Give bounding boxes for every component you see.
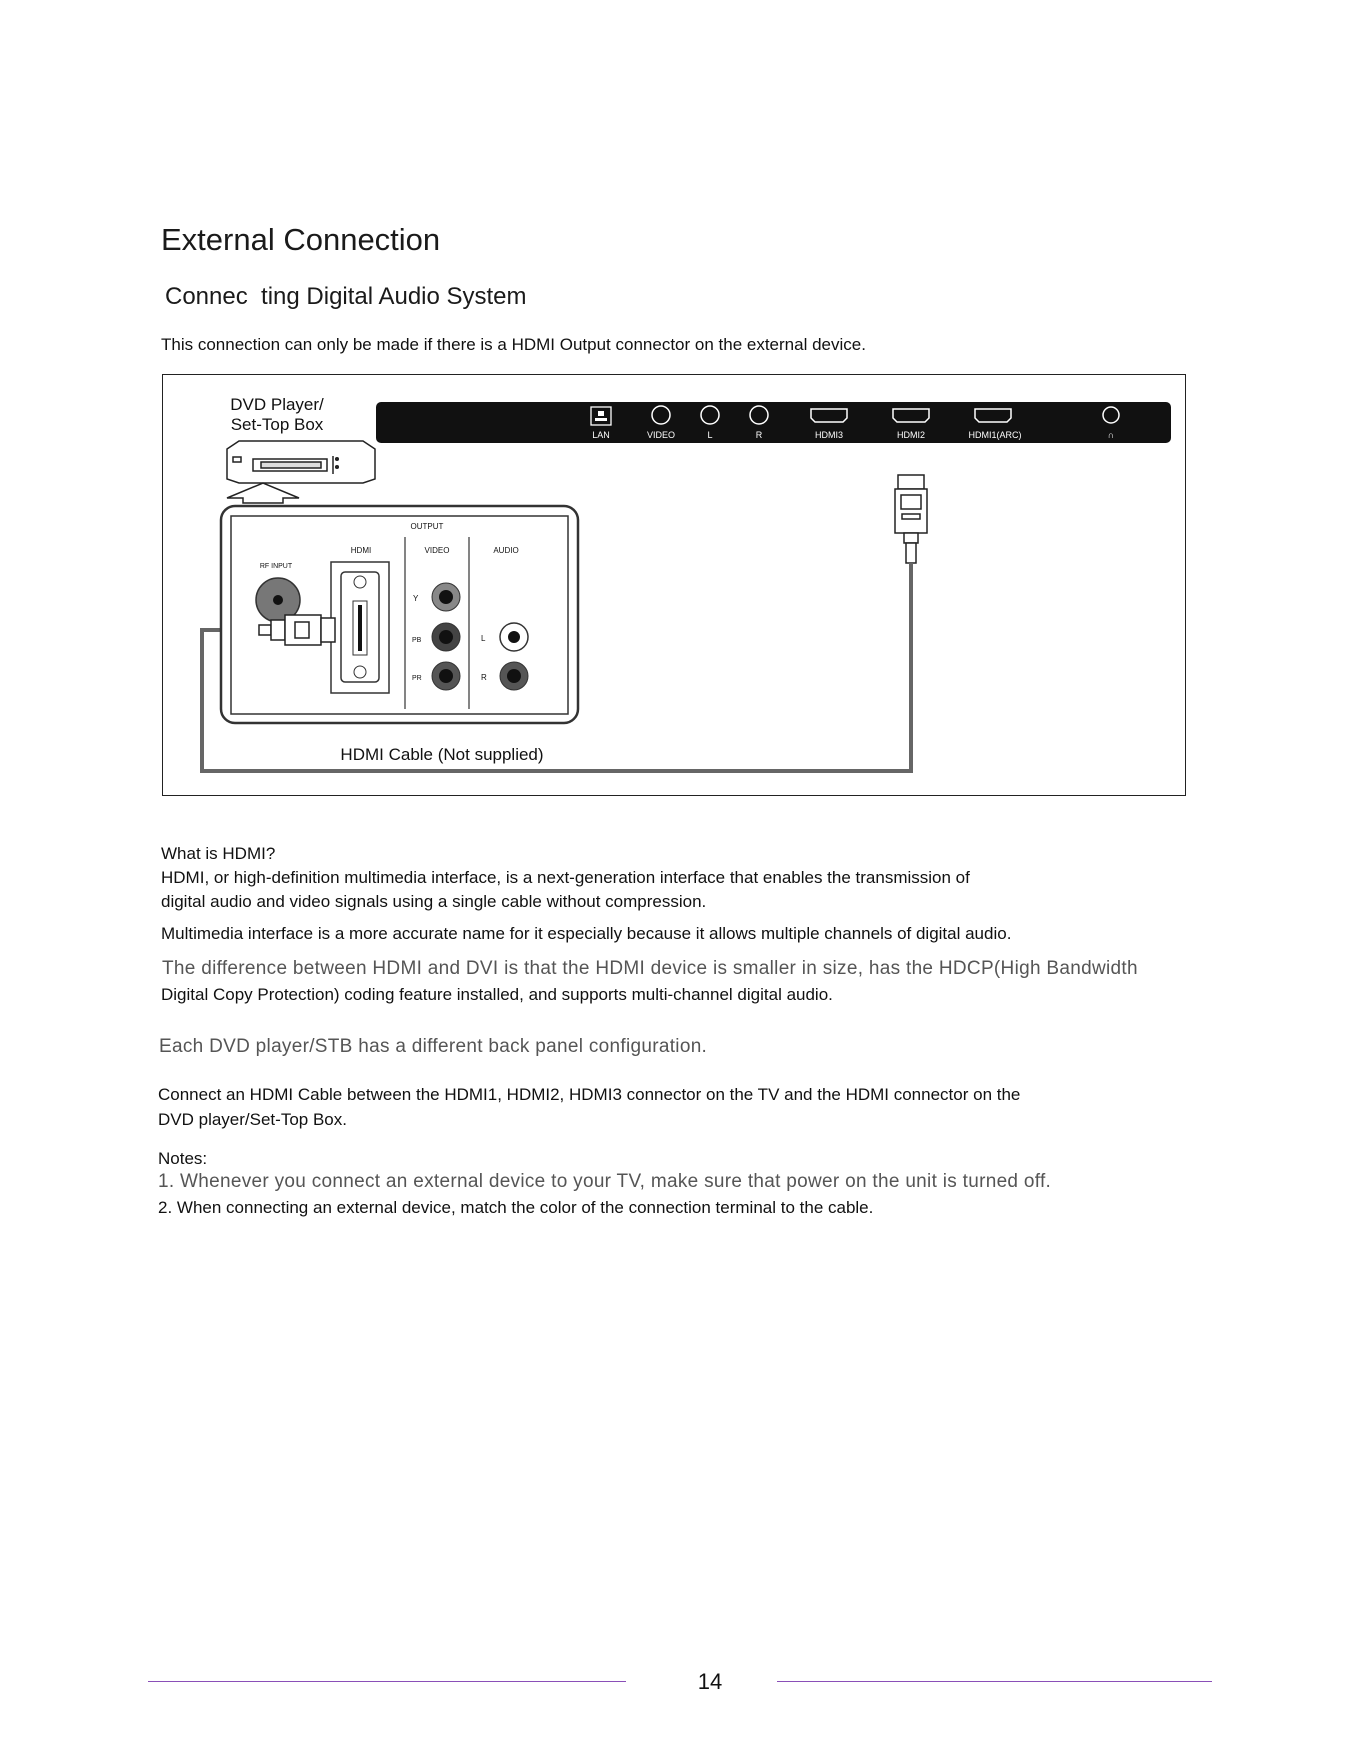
panel-label-hdmi: HDMI	[350, 546, 372, 555]
note-2: 2. When connecting an external device, match the color of the connection terminal to the cable.	[158, 1198, 874, 1217]
tv-port-label-r: R	[755, 430, 763, 440]
footer-line-left	[148, 1681, 626, 1682]
tv-port-label-hdmi2: HDMI2	[896, 430, 926, 440]
hdmi-description-line1: HDMI, or high-definition multimedia interface, is a next-generation interface that enables the transmission of	[161, 868, 970, 887]
hdmi-plug-dvd-icon	[259, 615, 335, 645]
hdmi-description-line2: digital audio and video signals using a single cable without compression.	[161, 892, 707, 911]
dvd-back-panel	[221, 506, 578, 723]
difference-line1: The difference between HDMI and DVI is that the HDMI device is smaller in size, has the HDCP(High Bandwidth	[162, 958, 1138, 979]
panel-label-rf-input: RF INPUT	[259, 563, 293, 570]
tv-port-label-hdmi1: HDMI1(ARC)	[968, 430, 1022, 440]
tv-port-label-lan: LAN	[592, 430, 610, 440]
connection-diagram-svg	[163, 375, 1184, 794]
intro-text: This connection can only be made if there is a HDMI Output connector on the external device.	[161, 335, 866, 354]
tv-port-label-l: L	[707, 430, 713, 440]
panel-label-l: L	[481, 634, 486, 643]
panel-label-r: R	[481, 673, 487, 682]
tv-port-label-headphone: ∩	[1107, 430, 1115, 440]
device-label-line2: Set-Top Box	[230, 415, 324, 434]
hdmi-plug-tv-icon	[895, 475, 927, 563]
panel-label-video: VIDEO	[424, 546, 450, 555]
device-label-line1: DVD Player/	[230, 395, 324, 414]
panel-label-output: OUTPUT	[410, 522, 444, 531]
panel-label-audio: AUDIO	[493, 546, 519, 555]
panel-label-pr: PR	[412, 675, 422, 682]
back-panel-note: Each DVD player/STB has a different back panel configuration.	[159, 1036, 708, 1057]
tv-port-label-hdmi3: HDMI3	[814, 430, 844, 440]
connect-instruction-line2: DVD player/Set-Top Box.	[158, 1110, 347, 1129]
note-1: 1. Whenever you connect an external device to your TV, make sure that power on the unit is turned off.	[158, 1171, 1052, 1192]
tv-back-panel	[376, 402, 1171, 443]
connect-instruction-line1: Connect an HDMI Cable between the HDMI1, HDMI2, HDMI3 connector on the TV and the HDMI connector on the	[158, 1085, 1021, 1104]
footer-line-right	[777, 1681, 1212, 1682]
page-number: 14	[697, 1669, 723, 1694]
panel-label-pb: PB	[412, 637, 422, 644]
section-subtitle: Connec ting Digital Audio System	[165, 283, 527, 310]
notes-heading: Notes:	[158, 1149, 208, 1168]
difference-line2: Digital Copy Protection) coding feature installed, and supports multi-channel digital audio.	[161, 985, 833, 1004]
tv-port-label-video: VIDEO	[646, 430, 676, 440]
up-arrow-icon	[227, 483, 299, 503]
multimedia-paragraph: Multimedia interface is a more accurate name for it especially because it allows multiple channels of digital audio.	[161, 924, 1012, 943]
page-title: External Connection	[161, 222, 441, 257]
panel-label-y: Y	[413, 594, 419, 603]
connection-diagram	[162, 374, 1186, 796]
what-is-hdmi-heading: What is HDMI?	[161, 844, 276, 863]
cable-label: HDMI Cable (Not supplied)	[340, 745, 544, 764]
dvd-player-icon	[227, 441, 375, 483]
